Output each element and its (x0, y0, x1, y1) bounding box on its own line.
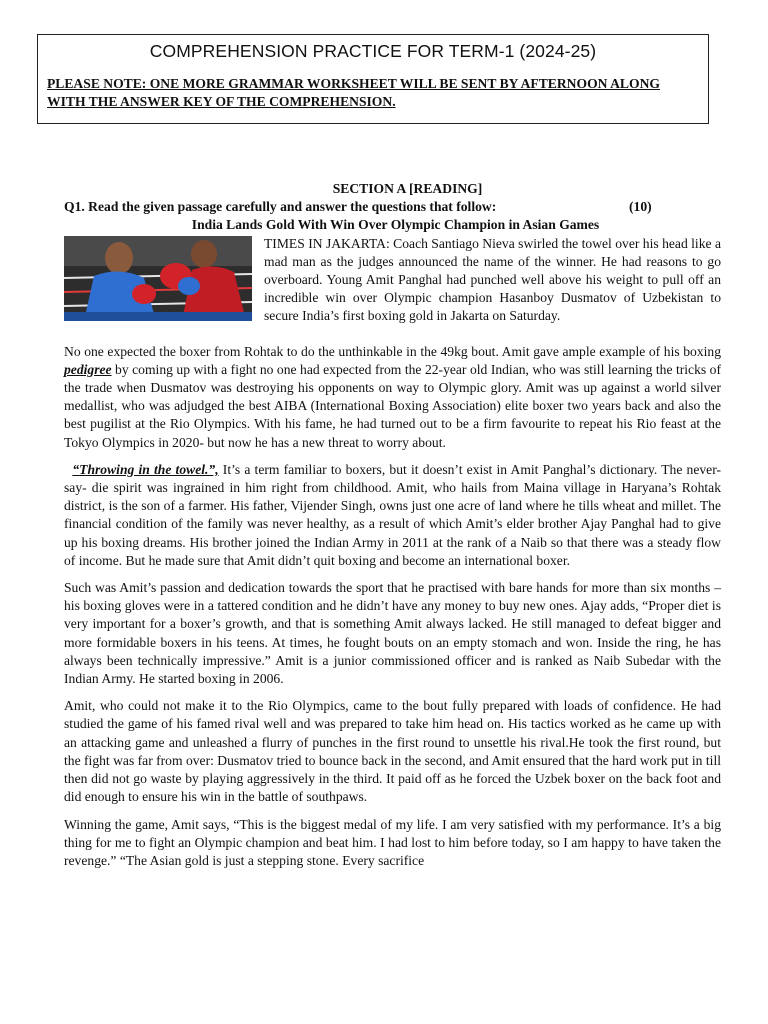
notice-note: PLEASE NOTE: ONE MORE GRAMMAR WORKSHEET WILL BE SENT BY AFTERNOON ALONG WITH THE ANSWER KEY OF THE COMPREHENSION. (47, 76, 660, 109)
paragraph-3-text: It’s a term familiar to boxers, but it doesn’t exist in Amit Panghal’s dictionary. The never- say- die spirit was ingrained in him right from childhood. Amit, who hails from Maina village in Haryana’s Rohtak district, is the son of a farmer. His father, Vijender Singh, owns just one acre of land where he tills wheat and millet. The financial condition of the family was never healthy, as a result of which Amit’s elder brother Ajay Panghal had to give up his boxing dreams. His brother joined the Indian Army in 2011 at the rank of a Naib so that there was a steady flow of income. But he made sure that Amit didn’t quit boxing and become an international boxer. (64, 461, 721, 568)
passage-paragraph-2 (64, 343, 721, 452)
passage-paragraph-5: Amit, who could not make it to the Rio Olympics, came to the bout fully prepared with loads of confidence. He had studied the game of his famed rival well and was prepared to take him head on. His tactics worked as he came up with an attacking game and unleashed a flurry of punches in the first round to unsettle his rival.He took the first round, but the fight was far from over: Dusmatov tried to bounce back in the second, and Amit ensured that the hard work put in till then did not go waste by playing aggressively in the third. It paid off as he forced the Uzbek boxer on the back foot and did enough to ensure his win in the battle of southpaws. (64, 698, 721, 805)
passage-paragraph-6: Winning the game, Amit says, “This is the biggest medal of my life. I am very satisfied with my performance. It’s a big thing for me to fight an Olympic champion and beat him. I had lost to him before today, so I am happy to have taken the revenge.” “The Asian gold is just a stepping stone. Every sacrifice (64, 816, 721, 868)
notice-box (37, 34, 709, 124)
question-marks: (10) (629, 199, 652, 215)
paragraph-2-text-b: by coming up with a fight no one had expected from the 22-year old Indian, who was still learning the tricks of the trade when Dusmatov was destroying his opponents on way to Olympic glory. Amit was up against a world silver medallist, who was adjudged the best AIBA (International Boxing Association) elite boxer two years back and also the best pugilist at the Rio Olympics. With his fame, he had turned out to be a firm favourite to repeat his Rio feast at the Tokyo Olympics in 2020- but now he has a new threat to worry about. (64, 361, 721, 450)
passage-paragraph-1 (64, 235, 721, 326)
boxing-photo-illustration (64, 236, 252, 321)
highlighted-phrase-throwing-towel: “Throwing in the towel.”, (72, 461, 219, 477)
paragraph-2-text-a: No one expected the boxer from Rohtak to do the unthinkable in the 49kg bout. Amit gave ample example of his boxing (64, 343, 721, 359)
passage-paragraph-4: Such was Amit’s passion and dedication towards the sport that he practised with bare hands for more than six months – his boxing gloves were in a tattered condition and he didn’t have any money to buy new ones. Ajay adds, “Proper diet is very important for a boxer’s growth, and that is something Amit always lacked. He still managed to defeat bigger and more formidable boxers in his teens. At times, he fought bouts on an empty stomach and won. Inside the ring, he has always been technically impressive.” Amit is a junior commissioned officer and is ranked as Naib Subedar with the Indian Army. He started boxing in 2006. (64, 580, 721, 687)
boxing-photo (64, 236, 252, 321)
reading-section (64, 180, 721, 870)
question-instruction (64, 198, 721, 216)
section-title: SECTION A [READING] (332, 181, 483, 196)
paragraph-1-text: TIMES IN JAKARTA: Coach Santiago Nieva swirled the towel over his head like a mad man as the judges announced the name of the winner. He had reasons to go overboard. Young Amit Panghal had punched well above his weight to pull off an incredible win over Olympic champion Hasanboy Dusmatov of Uzbekistan to secure India’s first boxing gold in Jakarta on Saturday. (264, 235, 721, 324)
question-text: Q1. Read the given passage carefully and answer the questions that follow: (64, 199, 497, 215)
passage-title: India Lands Gold With Win Over Olympic Champion in Asian Games (191, 217, 600, 233)
highlighted-word-pedigree: pedigree (64, 361, 112, 377)
worksheet-title: COMPREHENSION PRACTICE FOR TERM-1 (2024-25) (149, 41, 597, 61)
passage-paragraph-3 (64, 461, 721, 570)
